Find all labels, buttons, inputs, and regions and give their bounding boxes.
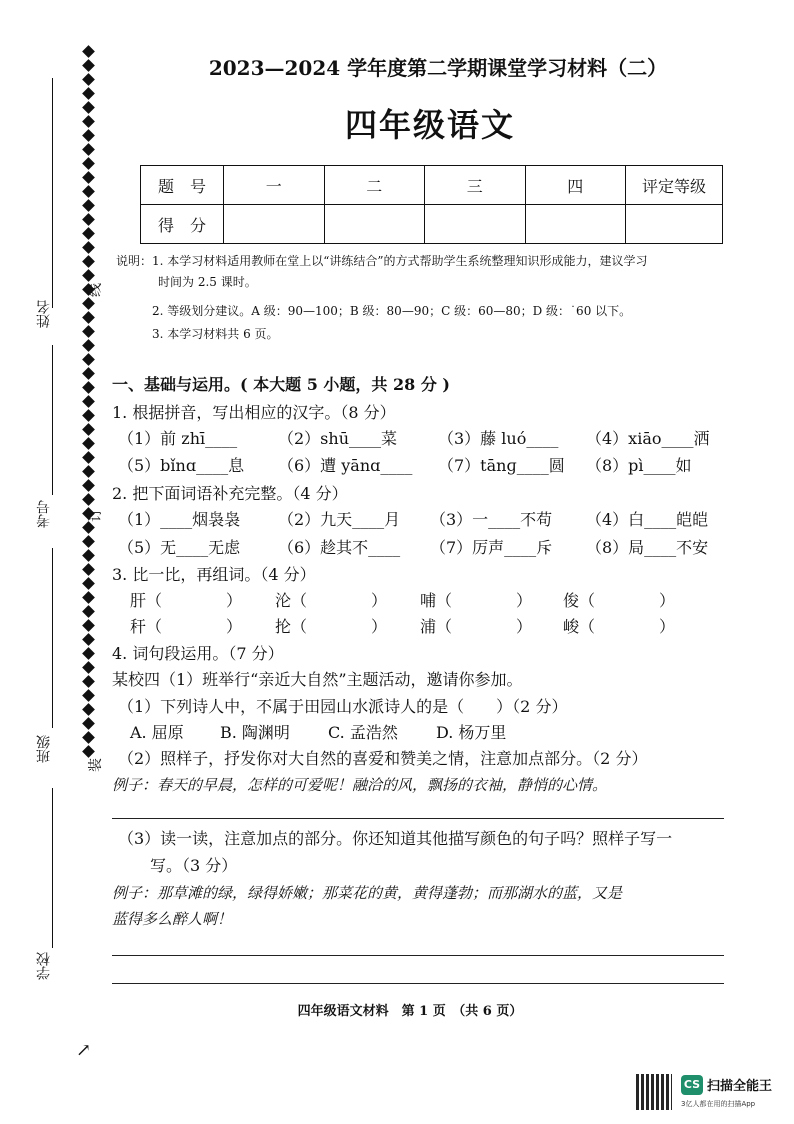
q2-item: （2）九天____月 — [278, 510, 401, 529]
table-cell: 得 分 — [141, 205, 224, 244]
note-line: 时间为 2.5 课时。 — [158, 275, 257, 289]
diamond-mark — [82, 381, 95, 394]
diamond-mark — [82, 353, 95, 366]
diamond-mark — [82, 213, 95, 226]
diamond-mark — [82, 395, 95, 408]
q1-item: （7）tānɡ____圆 — [438, 456, 565, 475]
diamond-mark — [82, 437, 95, 450]
diamond-mark — [82, 171, 95, 184]
q2-item: （4）白____皑皑 — [586, 510, 709, 529]
q2-item: （5）无____无虑 — [118, 538, 241, 557]
q1-item: （3）藤 luó____ — [438, 429, 559, 448]
table-cell: 评定等级 — [626, 166, 723, 205]
q2-item: （8）局____不安 — [586, 538, 709, 557]
score-field[interactable] — [425, 205, 526, 244]
question-title: 4. 词句段运用。（7 分） — [112, 644, 284, 663]
diamond-mark — [82, 549, 95, 562]
option: D. 杨万里 — [436, 723, 507, 742]
option: C. 孟浩然 — [328, 723, 398, 742]
doc-title: 2023—2024 学年度第二学期课堂学习材料（二） — [208, 56, 668, 80]
diamond-mark — [82, 59, 95, 72]
example-sentence: 例子：春天的早晨，怎样的可爱呢！融洽的风，飘扬的衣袖，静悄的心情。 — [112, 776, 608, 794]
question-title: 1. 根据拼音，写出相应的汉字。（8 分） — [112, 403, 396, 422]
scanner-logo: CS — [681, 1075, 703, 1095]
subject-title: 四年级语文 — [344, 106, 515, 144]
diamond-mark — [82, 199, 95, 212]
q3-item: 哺（ ） — [420, 591, 533, 610]
diamond-mark — [82, 745, 95, 758]
note-line: 3. 本学习材料共 6 页。 — [152, 327, 279, 341]
score-table-score-row — [141, 205, 723, 244]
school-label: 学校 — [36, 952, 52, 980]
diamond-mark — [82, 269, 95, 282]
diamond-mark — [82, 731, 95, 744]
answer-line[interactable] — [112, 983, 724, 984]
table-cell: 三 — [425, 166, 526, 205]
diamond-mark — [82, 115, 95, 128]
binding-diamond-border — [80, 42, 96, 1012]
q2-item: （1）____烟袅袅 — [118, 510, 241, 529]
class-line — [52, 548, 53, 728]
diamond-mark — [82, 577, 95, 590]
score-field[interactable] — [525, 205, 626, 244]
diamond-mark — [82, 423, 95, 436]
diamond-mark — [82, 157, 95, 170]
q4-part3: （3）读一读，注意加点的部分。你还知道其他描写颜色的句子吗？照样子写一 — [118, 829, 673, 848]
seal-zhuang-char: 装 — [88, 758, 104, 772]
diamond-mark — [82, 647, 95, 660]
diamond-mark — [82, 45, 95, 58]
q3-item: 浦（ ） — [420, 617, 533, 636]
q2-item: （6）趁其不____ — [278, 538, 401, 557]
q3-item: 峻（ ） — [563, 617, 676, 636]
question-title: 3. 比一比，再组词。（4 分） — [112, 565, 316, 584]
diamond-mark — [82, 185, 95, 198]
note-line: 说明：1. 本学习材料适用教师在堂上以“讲练结合”的方式帮助学生系统整理知识形成能力，建议学习 — [116, 254, 648, 268]
example-sentence: 蓝得多么醉人啊！ — [112, 910, 233, 928]
q1-item: （4）xiāo____洒 — [586, 429, 710, 448]
q1-item: （8）pì____如 — [586, 456, 692, 475]
number-label: 考号 — [36, 500, 52, 528]
diamond-mark — [82, 661, 95, 674]
table-cell: 一 — [224, 166, 325, 205]
scanner-name: 扫描全能王 — [707, 1079, 773, 1094]
table-cell: 二 — [324, 166, 425, 205]
q4-part1: （1）下列诗人中，不属于田园山水派诗人的是（ ）（2 分） — [118, 697, 568, 716]
q3-item: 肝（ ） — [130, 591, 243, 610]
q1-item: （2）shū____菜 — [278, 429, 398, 448]
corner-mark: ↗ — [76, 1040, 92, 1061]
diamond-mark — [82, 619, 95, 632]
seal-ding-char: 订 — [88, 508, 104, 522]
q4-part3-cont: 写。（3 分） — [150, 856, 238, 875]
diamond-mark — [82, 535, 95, 548]
diamond-mark — [82, 675, 95, 688]
diamond-mark — [82, 451, 95, 464]
score-field[interactable] — [324, 205, 425, 244]
table-cell: 四 — [525, 166, 626, 205]
diamond-mark — [82, 521, 95, 534]
q3-item: 俊（ ） — [563, 591, 676, 610]
diamond-mark — [82, 143, 95, 156]
scanner-subtitle: 3亿人都在用的扫描App — [681, 1100, 756, 1108]
diamond-mark — [82, 227, 95, 240]
diamond-mark — [82, 255, 95, 268]
name-line — [52, 78, 53, 308]
diamond-mark — [82, 101, 95, 114]
name-label: 姓名 — [36, 300, 52, 328]
number-line — [52, 345, 53, 495]
table-cell: 题 号 — [141, 166, 224, 205]
diamond-mark — [82, 241, 95, 254]
score-field[interactable] — [224, 205, 325, 244]
q1-item: （6）遭 yānɑ____ — [278, 456, 413, 475]
q1-item: （1）前 zhī____ — [118, 429, 238, 448]
diamond-mark — [82, 689, 95, 702]
diamond-mark — [82, 717, 95, 730]
example-sentence: 例子：那草滩的绿，绿得娇嫩；那菜花的黄，黄得蓬勃；而那湖水的蓝，又是 — [112, 884, 623, 902]
seal-line-char: 线 — [88, 283, 104, 297]
diamond-mark — [82, 311, 95, 324]
diamond-mark — [82, 605, 95, 618]
diamond-mark — [82, 87, 95, 100]
diamond-mark — [82, 367, 95, 380]
score-table-header-row — [141, 166, 723, 205]
diamond-mark — [82, 493, 95, 506]
diamond-mark — [82, 297, 95, 310]
diamond-mark — [82, 325, 95, 338]
school-line — [52, 788, 53, 948]
diamond-mark — [82, 703, 95, 716]
diamond-mark — [82, 563, 95, 576]
grade-field[interactable] — [626, 205, 723, 244]
q4-intro: 某校四（1）班举行“亲近大自然”主题活动，邀请你参加。 — [112, 670, 523, 689]
option: A. 屈原 — [130, 723, 184, 742]
q2-item: （3）一____不苟 — [430, 510, 553, 529]
class-label: 班级 — [36, 735, 52, 763]
diamond-mark — [82, 591, 95, 604]
option: B. 陶渊明 — [220, 723, 290, 742]
diamond-mark — [82, 129, 95, 142]
q2-item: （7）厉声____斥 — [430, 538, 553, 557]
diamond-mark — [82, 73, 95, 86]
q3-item: 抡（ ） — [275, 617, 388, 636]
score-table — [140, 165, 723, 244]
diamond-mark — [82, 633, 95, 646]
diamond-mark — [82, 465, 95, 478]
q3-item: 沦（ ） — [275, 591, 388, 610]
diamond-mark — [82, 409, 95, 422]
answer-line[interactable] — [112, 955, 724, 956]
qr-code — [636, 1074, 672, 1110]
note-line: 2. 等级划分建议。A 级：90—100；B 级：80—90；C 级：60—80；D 级：˙60 以下。 — [152, 304, 632, 318]
page-footer: 四年级语文材料 第 1 页 （共 6 页） — [297, 1004, 523, 1019]
q1-item: （5）bǐnɑ____息 — [118, 456, 245, 475]
diamond-mark — [82, 339, 95, 352]
question-title: 2. 把下面词语补充完整。（4 分） — [112, 484, 348, 503]
diamond-mark — [82, 479, 95, 492]
q3-item: 秆（ ） — [130, 617, 243, 636]
answer-line[interactable] — [112, 818, 724, 819]
section-heading: 一、基础与运用。( 本大题 5 小题，共 28 分 ) — [112, 375, 450, 394]
q4-part2: （2）照样子，抒发你对大自然的喜爱和赞美之情，注意加点部分。（2 分） — [118, 749, 648, 768]
